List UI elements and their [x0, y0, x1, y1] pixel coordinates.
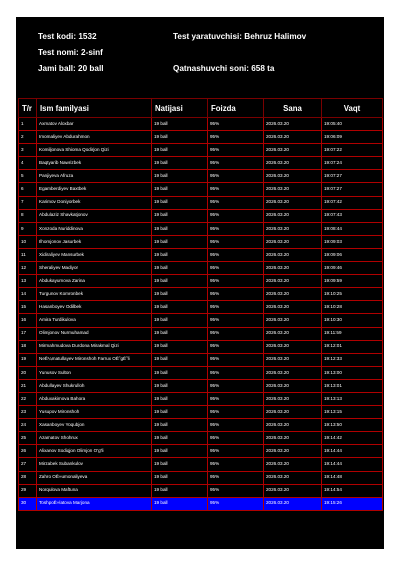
cell-result: 19 ball	[152, 392, 208, 405]
cell-number: 27	[19, 458, 37, 471]
table-row	[19, 196, 383, 209]
cell-result: 19 ball	[152, 471, 208, 484]
table-row	[19, 497, 383, 510]
cell-result: 19 ball	[152, 458, 208, 471]
cell-date: 2026.03.20	[264, 419, 322, 432]
cell-percent: 95%	[208, 432, 264, 445]
participant-count: Qatnashuvchi soni: 658 ta	[173, 64, 275, 73]
cell-percent: 95%	[208, 327, 264, 340]
cell-time: 19:13:50	[322, 419, 383, 432]
cell-date: 2026.03.20	[264, 484, 322, 497]
table-row	[19, 406, 383, 419]
cell-time: 19:11:59	[322, 327, 383, 340]
cell-number: 11	[19, 248, 37, 261]
cell-name: Abdukayumova Zarina	[37, 275, 152, 288]
cell-percent: 95%	[208, 497, 264, 510]
table-row	[19, 262, 383, 275]
cell-name: Norqulova Maftuna	[37, 484, 152, 497]
cell-number: 28	[19, 471, 37, 484]
cell-number: 26	[19, 445, 37, 458]
cell-number: 16	[19, 314, 37, 327]
cell-result: 19 ball	[152, 353, 208, 366]
cell-result: 19 ball	[152, 419, 208, 432]
cell-percent: 95%	[208, 183, 264, 196]
cell-percent: 95%	[208, 222, 264, 235]
cell-time: 19:09:03	[322, 235, 383, 248]
cell-number: 25	[19, 432, 37, 445]
table-row	[19, 419, 383, 432]
cell-name: Karimov Doniyorbek	[37, 196, 152, 209]
cell-time: 19:13:01	[322, 379, 383, 392]
cell-time: 19:14:54	[322, 484, 383, 497]
cell-percent: 95%	[208, 118, 264, 131]
table-row	[19, 314, 383, 327]
cell-result: 19 ball	[152, 222, 208, 235]
table-row	[19, 183, 383, 196]
cell-percent: 95%	[208, 379, 264, 392]
cell-date: 2026.03.20	[264, 288, 322, 301]
cell-percent: 95%	[208, 196, 264, 209]
cell-name: Azamatov Shohrux	[37, 432, 152, 445]
table-row	[19, 118, 383, 131]
cell-time: 19:10:25	[322, 288, 383, 301]
table-row	[19, 209, 383, 222]
cell-time: 19:07:27	[322, 170, 383, 183]
cell-time: 19:14:44	[322, 458, 383, 471]
table-row	[19, 458, 383, 471]
cell-result: 19 ball	[152, 248, 208, 261]
cell-date: 2026.03.20	[264, 118, 322, 131]
cell-name: Amira Turdikulova	[37, 314, 152, 327]
cell-number: 14	[19, 288, 37, 301]
table-row	[19, 327, 383, 340]
cell-name: Axmatov Aloxbar	[37, 118, 152, 131]
cell-result: 19 ball	[152, 118, 208, 131]
cell-date: 2026.03.20	[264, 262, 322, 275]
cell-name: ToshpoЁ»latova Marjona	[37, 497, 152, 510]
cell-time: 19:07:42	[322, 196, 383, 209]
cell-name: Zahro OЁ»umonaliyeva	[37, 471, 152, 484]
cell-percent: 95%	[208, 170, 264, 183]
cell-number: 29	[19, 484, 37, 497]
table-row	[19, 235, 383, 248]
cell-number: 13	[19, 275, 37, 288]
table-row	[19, 248, 383, 261]
cell-name: Komiljonova Shioma Qodirjon Qizi	[37, 144, 152, 157]
cell-date: 2026.03.20	[264, 406, 322, 419]
cell-date: 2026.03.20	[264, 471, 322, 484]
cell-percent: 95%	[208, 248, 264, 261]
table-row	[19, 445, 383, 458]
cell-time: 19:14:48	[322, 471, 383, 484]
table-header-row	[19, 99, 383, 118]
cell-result: 19 ball	[152, 314, 208, 327]
cell-date: 2026.03.20	[264, 222, 322, 235]
header-result: Natijasi	[152, 99, 208, 118]
cell-name: Xonzoda Nuriddinova	[37, 222, 152, 235]
cell-percent: 95%	[208, 406, 264, 419]
cell-number: 10	[19, 235, 37, 248]
cell-date: 2026.03.20	[264, 301, 322, 314]
table-row	[19, 131, 383, 144]
cell-date: 2026.03.20	[264, 353, 322, 366]
cell-number: 19	[19, 353, 37, 366]
cell-date: 2026.03.20	[264, 183, 322, 196]
cell-percent: 95%	[208, 288, 264, 301]
cell-number: 3	[19, 144, 37, 157]
cell-number: 7	[19, 196, 37, 209]
cell-time: 19:09:59	[322, 275, 383, 288]
cell-name: Mirzabek Subankulov	[37, 458, 152, 471]
header-number: T/r	[19, 99, 37, 118]
cell-date: 2026.03.20	[264, 248, 322, 261]
table-row	[19, 288, 383, 301]
cell-percent: 95%	[208, 157, 264, 170]
cell-date: 2026.03.20	[264, 235, 322, 248]
cell-number: 1	[19, 118, 37, 131]
header-percent: Foizda	[208, 99, 264, 118]
cell-date: 2026.03.20	[264, 392, 322, 405]
cell-number: 17	[19, 327, 37, 340]
cell-date: 2026.03.20	[264, 144, 322, 157]
cell-number: 20	[19, 366, 37, 379]
cell-percent: 95%	[208, 445, 264, 458]
cell-name: Alixanov Sodiqjon Olimjon O'g'li	[37, 445, 152, 458]
cell-time: 19:08:44	[322, 222, 383, 235]
table-row	[19, 392, 383, 405]
cell-result: 19 ball	[152, 301, 208, 314]
cell-time: 19:06:09	[322, 131, 383, 144]
results-page	[16, 17, 384, 549]
header-date: Sana	[264, 99, 322, 118]
cell-percent: 95%	[208, 235, 264, 248]
cell-result: 19 ball	[152, 327, 208, 340]
table-row	[19, 366, 383, 379]
cell-date: 2026.03.20	[264, 170, 322, 183]
cell-name: Abdulaziz Shavkatjonov	[37, 209, 152, 222]
cell-number: 30	[19, 497, 37, 510]
table-row	[19, 340, 383, 353]
cell-number: 9	[19, 222, 37, 235]
table-row	[19, 432, 383, 445]
cell-name: Yusupov Mironshoh	[37, 406, 152, 419]
cell-name: Yunusov Sulton	[37, 366, 152, 379]
cell-time: 19:13:13	[322, 392, 383, 405]
cell-time: 19:14:44	[322, 445, 383, 458]
table-row	[19, 471, 383, 484]
cell-number: 5	[19, 170, 37, 183]
cell-result: 19 ball	[152, 183, 208, 196]
cell-name: Xasanboyev Yoqubjon	[37, 419, 152, 432]
cell-date: 2026.03.20	[264, 314, 322, 327]
cell-name: Panjiyeva Afruza	[37, 170, 152, 183]
cell-percent: 95%	[208, 301, 264, 314]
cell-date: 2026.03.20	[264, 340, 322, 353]
cell-number: 6	[19, 183, 37, 196]
cell-result: 19 ball	[152, 235, 208, 248]
test-name: Test nomi: 2-sinf	[38, 48, 103, 57]
cell-percent: 95%	[208, 131, 264, 144]
cell-name: Xidiraliyev Mansurbek	[37, 248, 152, 261]
cell-date: 2026.03.20	[264, 327, 322, 340]
cell-number: 12	[19, 262, 37, 275]
table-row	[19, 301, 383, 314]
table-row	[19, 484, 383, 497]
cell-date: 2026.03.20	[264, 445, 322, 458]
cell-time: 19:13:00	[322, 366, 383, 379]
cell-time: 19:12:33	[322, 353, 383, 366]
cell-result: 19 ball	[152, 262, 208, 275]
table-row	[19, 275, 383, 288]
cell-percent: 95%	[208, 471, 264, 484]
cell-number: 18	[19, 340, 37, 353]
cell-date: 2026.03.20	[264, 432, 322, 445]
cell-date: 2026.03.20	[264, 458, 322, 471]
cell-date: 2026.03.20	[264, 379, 322, 392]
cell-number: 24	[19, 419, 37, 432]
cell-result: 19 ball	[152, 170, 208, 183]
cell-time: 19:05:40	[322, 118, 383, 131]
cell-result: 19 ball	[152, 131, 208, 144]
cell-name: Mirmahmudova Durdona Mirakmal Qizi	[37, 340, 152, 353]
table-row	[19, 379, 383, 392]
total-score: Jami ball: 20 ball	[38, 64, 104, 73]
cell-name: Turgunov Komronbek	[37, 288, 152, 301]
cell-percent: 95%	[208, 419, 264, 432]
cell-name: Olimjonov Nurmuhamad	[37, 327, 152, 340]
cell-name: Sheraliyev Madiyor	[37, 262, 152, 275]
cell-number: 4	[19, 157, 37, 170]
cell-percent: 95%	[208, 484, 264, 497]
cell-time: 19:09:46	[322, 262, 383, 275]
cell-date: 2026.03.20	[264, 196, 322, 209]
cell-percent: 95%	[208, 275, 264, 288]
header-time: Vaqt	[322, 99, 383, 118]
cell-result: 19 ball	[152, 288, 208, 301]
cell-date: 2026.03.20	[264, 131, 322, 144]
cell-result: 19 ball	[152, 275, 208, 288]
cell-percent: 95%	[208, 366, 264, 379]
cell-result: 19 ball	[152, 497, 208, 510]
cell-time: 19:14:42	[322, 432, 383, 445]
cell-result: 19 ball	[152, 366, 208, 379]
test-author: Test yaratuvchisi: Behruz Halimov	[173, 32, 307, 41]
cell-result: 19 ball	[152, 196, 208, 209]
cell-name: Ilhomjonov Jasurbek	[37, 235, 152, 248]
cell-date: 2026.03.20	[264, 209, 322, 222]
cell-time: 19:07:43	[322, 209, 383, 222]
table-row	[19, 222, 383, 235]
cell-result: 19 ball	[152, 340, 208, 353]
cell-number: 21	[19, 379, 37, 392]
cell-number: 22	[19, 392, 37, 405]
cell-name: NeЁ¼matullayev Mironshoh Farrux OЁ˜gЁ˜li	[37, 353, 152, 366]
cell-number: 23	[19, 406, 37, 419]
results-table	[18, 98, 383, 511]
cell-percent: 95%	[208, 353, 264, 366]
cell-name: Egamberdiyev Baxtbek	[37, 183, 152, 196]
cell-number: 15	[19, 301, 37, 314]
cell-percent: 95%	[208, 458, 264, 471]
table-row	[19, 353, 383, 366]
cell-result: 19 ball	[152, 484, 208, 497]
cell-result: 19 ball	[152, 406, 208, 419]
table-row	[19, 170, 383, 183]
cell-percent: 95%	[208, 314, 264, 327]
cell-name: Abduxakimova Bahora	[37, 392, 152, 405]
cell-time: 19:09:06	[322, 248, 383, 261]
cell-result: 19 ball	[152, 432, 208, 445]
cell-percent: 95%	[208, 209, 264, 222]
cell-time: 19:12:01	[322, 340, 383, 353]
cell-name: Imomaliyev Abdurahmon	[37, 131, 152, 144]
cell-result: 19 ball	[152, 445, 208, 458]
cell-result: 19 ball	[152, 144, 208, 157]
cell-time: 19:07:27	[322, 183, 383, 196]
cell-percent: 95%	[208, 392, 264, 405]
cell-number: 2	[19, 131, 37, 144]
cell-result: 19 ball	[152, 157, 208, 170]
cell-date: 2026.03.20	[264, 366, 322, 379]
cell-time: 19:10:30	[322, 314, 383, 327]
cell-percent: 95%	[208, 144, 264, 157]
cell-name: Abdullayev Shukrulloh	[37, 379, 152, 392]
table-row	[19, 157, 383, 170]
cell-percent: 95%	[208, 262, 264, 275]
cell-result: 19 ball	[152, 379, 208, 392]
cell-result: 19 ball	[152, 209, 208, 222]
cell-time: 19:15:26	[322, 497, 383, 510]
cell-date: 2026.03.20	[264, 275, 322, 288]
cell-time: 19:10:28	[322, 301, 383, 314]
cell-name: Hasanboyev Odilbek	[37, 301, 152, 314]
cell-number: 8	[19, 209, 37, 222]
header-name: Ism familyasi	[37, 99, 152, 118]
cell-name: Baqtyarib Nawrizbek	[37, 157, 152, 170]
cell-time: 19:07:22	[322, 144, 383, 157]
cell-percent: 95%	[208, 340, 264, 353]
cell-time: 19:13:15	[322, 406, 383, 419]
test-code: Test kodi: 1532	[38, 32, 97, 41]
cell-time: 19:07:24	[322, 157, 383, 170]
cell-date: 2026.03.20	[264, 157, 322, 170]
cell-date: 2026.03.20	[264, 497, 322, 510]
table-row	[19, 144, 383, 157]
